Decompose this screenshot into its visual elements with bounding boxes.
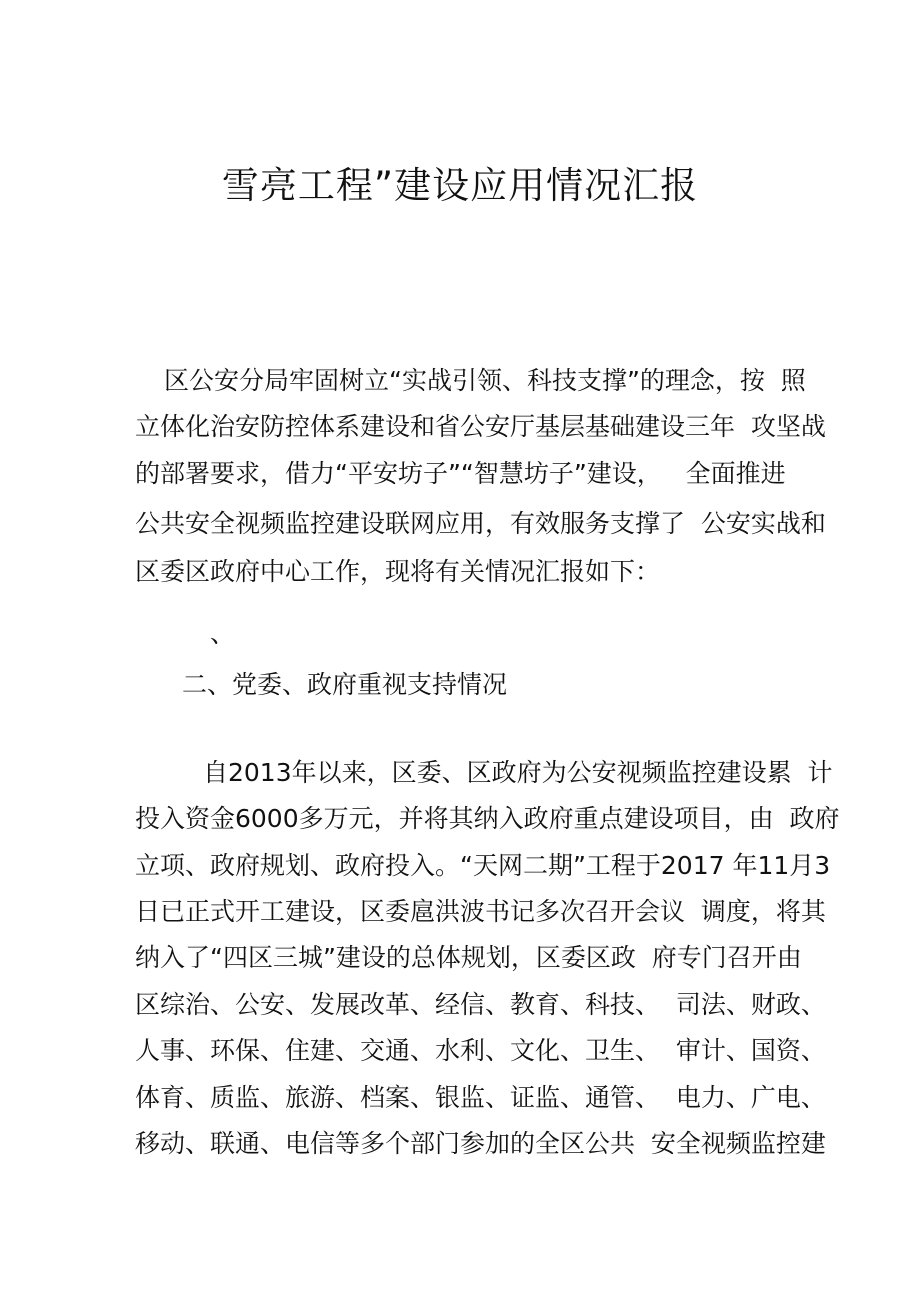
- section-line-7: 人事、环保、住建、交通、水利、文化、卫生、 审计、国资、: [135, 1036, 826, 1065]
- section-line-9: 移动、联通、电信等多个部门参加的全区公共 安全视频监控建: [135, 1129, 826, 1158]
- section-line-6: 区综治、公安、发展改革、经信、教育、科技、 司法、财政、: [135, 990, 826, 1019]
- intro-line-1: 区公安分局牢固树立“实战引领、科技支撑”的理念，按 照: [164, 366, 806, 395]
- intro-line-2: 立体化治安防控体系建设和省公安厅基层基础建设三年 攻坚战: [135, 412, 826, 441]
- section-line-2: 投入资金6000多万元，并将其纳入政府重点建设项目，由 政府: [135, 804, 840, 833]
- section-heading: 二、党委、政府重视支持情况: [182, 670, 508, 699]
- section-line-4: 日已正式开工建设，区委扈洪波书记多次召开会议 调度，将其: [135, 897, 826, 926]
- intro-line-3: 的部署要求，借力“平安坊子”“智慧坊子”建设， 全面推进: [135, 459, 786, 488]
- section-line-5: 纳入了“四区三城”建设的总体规划，区委区政 府专门召开由: [135, 943, 802, 972]
- section-line-1: 自2013年以来，区委、区政府为公安视频监控建设累 计: [203, 758, 833, 787]
- document-title: 雪亮工程”建设应用情况汇报: [221, 164, 699, 207]
- section-line-8: 体育、质监、旅游、档案、银监、证监、通管、 电力、广电、: [135, 1083, 826, 1112]
- intro-line-5: 区委区政府中心工作，现将有关情况汇报如下：: [135, 557, 661, 586]
- stray-mark: 、: [210, 619, 236, 648]
- section-line-3: 立项、政府规划、政府投入。“天网二期”工程于2017 年11月3: [135, 851, 831, 880]
- intro-line-4: 公共安全视频监控建设联网应用，有效服务支撑了 公安实战和: [135, 509, 826, 538]
